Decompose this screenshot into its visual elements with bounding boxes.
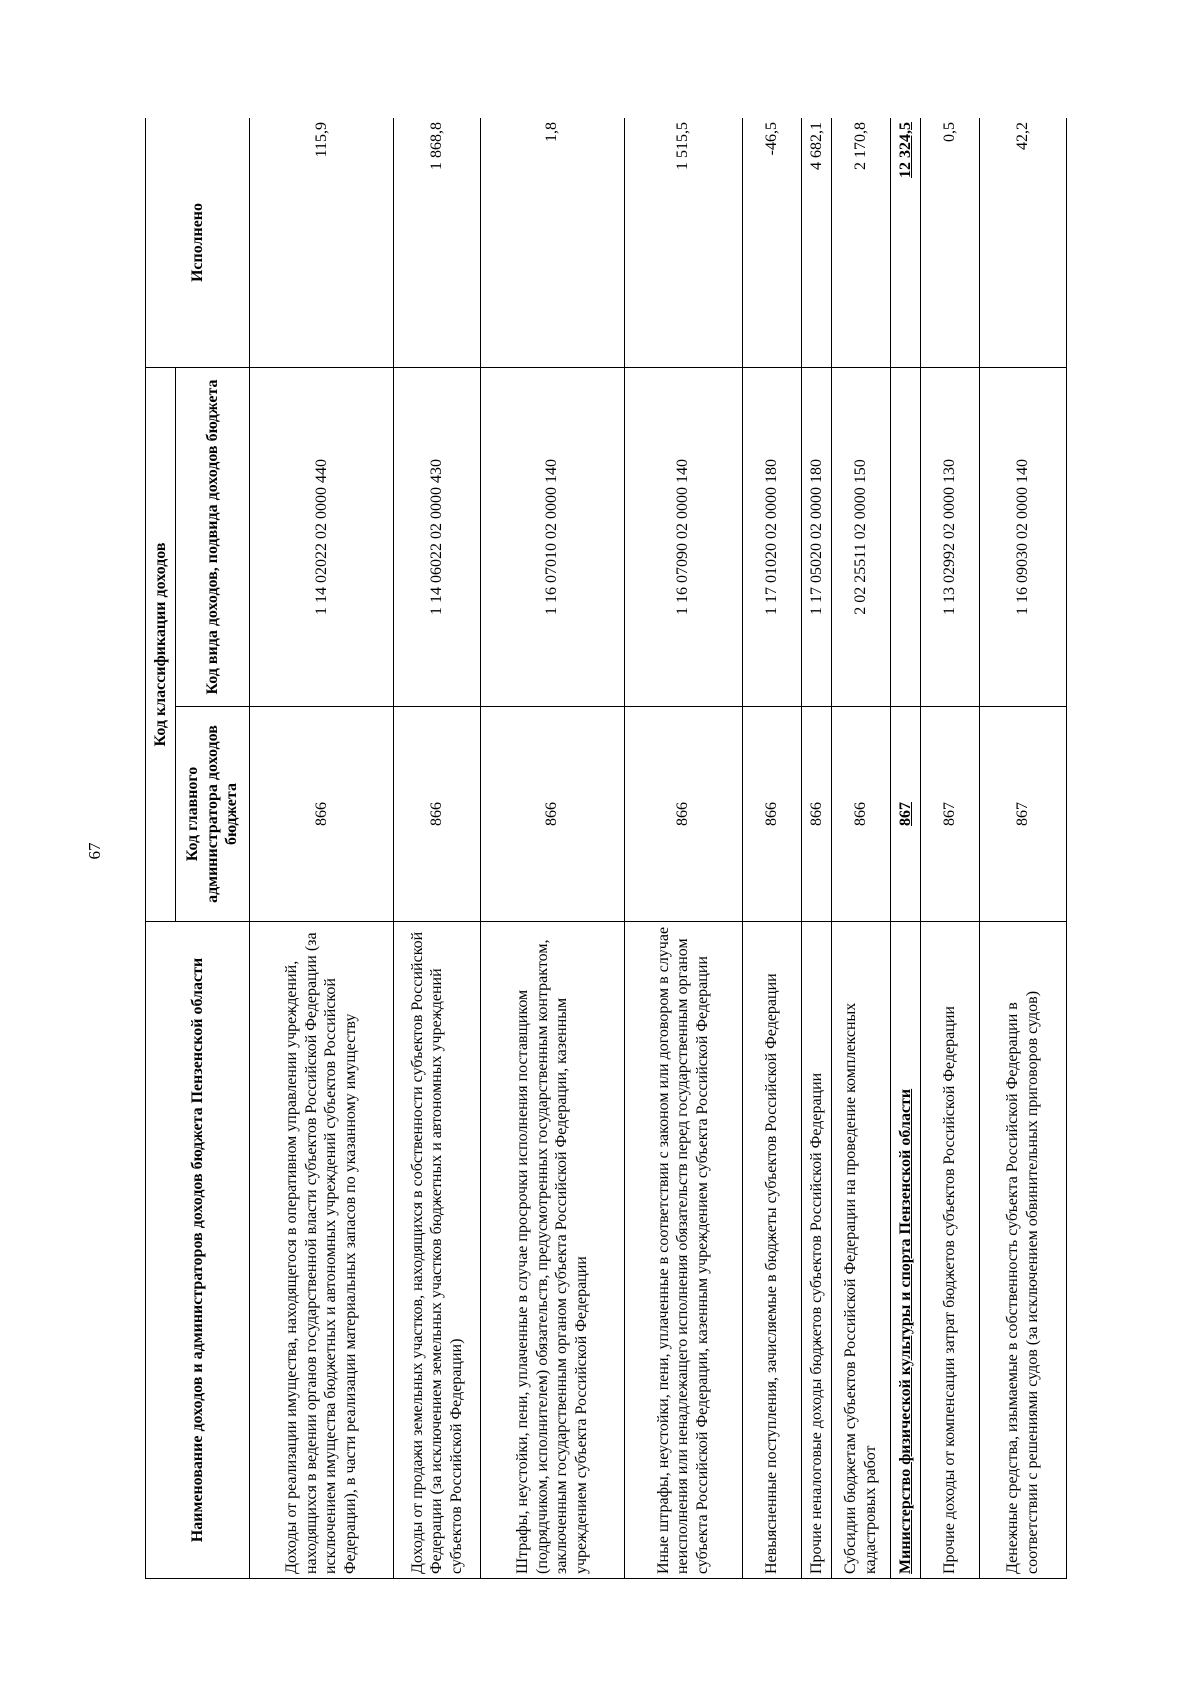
row-type-code: 1 13 02992 02 0000 130 <box>920 368 979 707</box>
row-executed: -46,5 <box>742 118 801 368</box>
header-type-code: Код вида доходов, подвида доходов бюджета <box>176 368 250 707</box>
row-executed: 1 868,8 <box>393 118 480 368</box>
header-name: Наименование доходов и администраторов доходов бюджета Пензенской области <box>146 922 250 1579</box>
header-admin-code: Код главного администратора доходов бюджета <box>176 707 250 922</box>
row-type-code: 1 16 09030 02 0000 140 <box>980 368 1067 707</box>
revenue-table-frame <box>145 118 1067 1579</box>
table-row <box>831 118 890 1579</box>
revenue-table <box>145 118 1067 1579</box>
header-executed: Исполнено <box>146 118 250 368</box>
table-row-ministry <box>890 118 920 1579</box>
row-name: Доходы от продажи земельных участков, находящихся в собственности субъектов Российской Федерации (за исключением земельных участков бюджетных и автономных учреждений субъектов Российской Федерации) <box>393 922 480 1579</box>
row-name: Прочие доходы от компенсации затрат бюджетов субъектов Российской Федерации <box>920 922 979 1579</box>
row-admin-code: 866 <box>393 707 480 922</box>
row-name: Прочие неналоговые доходы бюджетов субъектов Российской Федерации <box>801 922 831 1579</box>
row-type-code: 1 17 05020 02 0000 180 <box>801 368 831 707</box>
table-row <box>742 118 801 1579</box>
row-executed: 1 515,5 <box>624 118 742 368</box>
table-row <box>393 118 480 1579</box>
row-executed: 12 324,5 <box>890 118 920 368</box>
table-row <box>480 118 624 1579</box>
row-type-code: 1 14 06022 02 0000 430 <box>393 368 480 707</box>
row-type-code: 1 16 07090 02 0000 140 <box>624 368 742 707</box>
row-admin-code: 866 <box>250 707 394 922</box>
row-admin-code: 866 <box>480 707 624 922</box>
row-executed: 42,2 <box>980 118 1067 368</box>
row-type-code: 1 14 02022 02 0000 440 <box>250 368 394 707</box>
row-admin-code: 866 <box>831 707 890 922</box>
row-admin-code: 866 <box>801 707 831 922</box>
row-name: Невыясненные поступления, зачисляемые в бюджеты субъектов Российской Федерации <box>742 922 801 1579</box>
table-row <box>250 118 394 1579</box>
table-row <box>624 118 742 1579</box>
row-name: Штрафы, неустойки, пени, уплаченные в случае просрочки исполнения поставщиком (подрядчиком, исполнителем) обязательств, предусмотренных государственным контрактом, заключенным государственным органом субъекта Российской Федерации, казенным учреждением субъекта Российской Федерации <box>480 922 624 1579</box>
page-number: 67 <box>85 842 104 860</box>
row-name: Субсидии бюджетам субъектов Российской Федерации на проведение комплексных кадастровых работ <box>831 922 890 1579</box>
row-executed: 0,5 <box>920 118 979 368</box>
row-name: Доходы от реализации имущества, находящегося в оперативном управлении учреждений, находящихся в ведении органов государственной власти субъектов Российской Федерации (за исключением имущества бюджетных и автономных учреждений субъектов Российской Федерации), в части реализации материальных запасов по указанному имуществу <box>250 922 394 1579</box>
table-row <box>980 118 1067 1579</box>
row-executed: 1,8 <box>480 118 624 368</box>
row-executed: 2 170,8 <box>831 118 890 368</box>
row-admin-code: 866 <box>742 707 801 922</box>
row-executed: 4 682,1 <box>801 118 831 368</box>
row-name: Иные штрафы, неустойки, пени, уплаченные в соответствии с законом или договором в случае неисполнения или ненадлежащего исполнения обязательств перед государственным органом субъекта Российской Федерации, казенным учреждением субъекта Российской Федерации <box>624 922 742 1579</box>
rotated-table-container <box>145 118 1067 1579</box>
row-executed: 115,9 <box>250 118 394 368</box>
row-admin-code: 867 <box>890 707 920 922</box>
row-type-code: 2 02 25511 02 0000 150 <box>831 368 890 707</box>
row-name: Денежные средства, изымаемые в собственность субъекта Российской Федерации в соответствии с решениями судов (за исключением обвинительных приговоров судов) <box>980 922 1067 1579</box>
header-classification-group: Код классификации доходов <box>146 368 176 922</box>
row-name: Министерство физической культуры и спорта Пензенской области <box>890 922 920 1579</box>
row-type-code <box>890 368 920 707</box>
row-type-code: 1 16 07010 02 0000 140 <box>480 368 624 707</box>
table-row <box>801 118 831 1579</box>
row-type-code: 1 17 01020 02 0000 180 <box>742 368 801 707</box>
row-admin-code: 866 <box>624 707 742 922</box>
table-row <box>920 118 979 1579</box>
row-admin-code: 867 <box>920 707 979 922</box>
row-admin-code: 867 <box>980 707 1067 922</box>
